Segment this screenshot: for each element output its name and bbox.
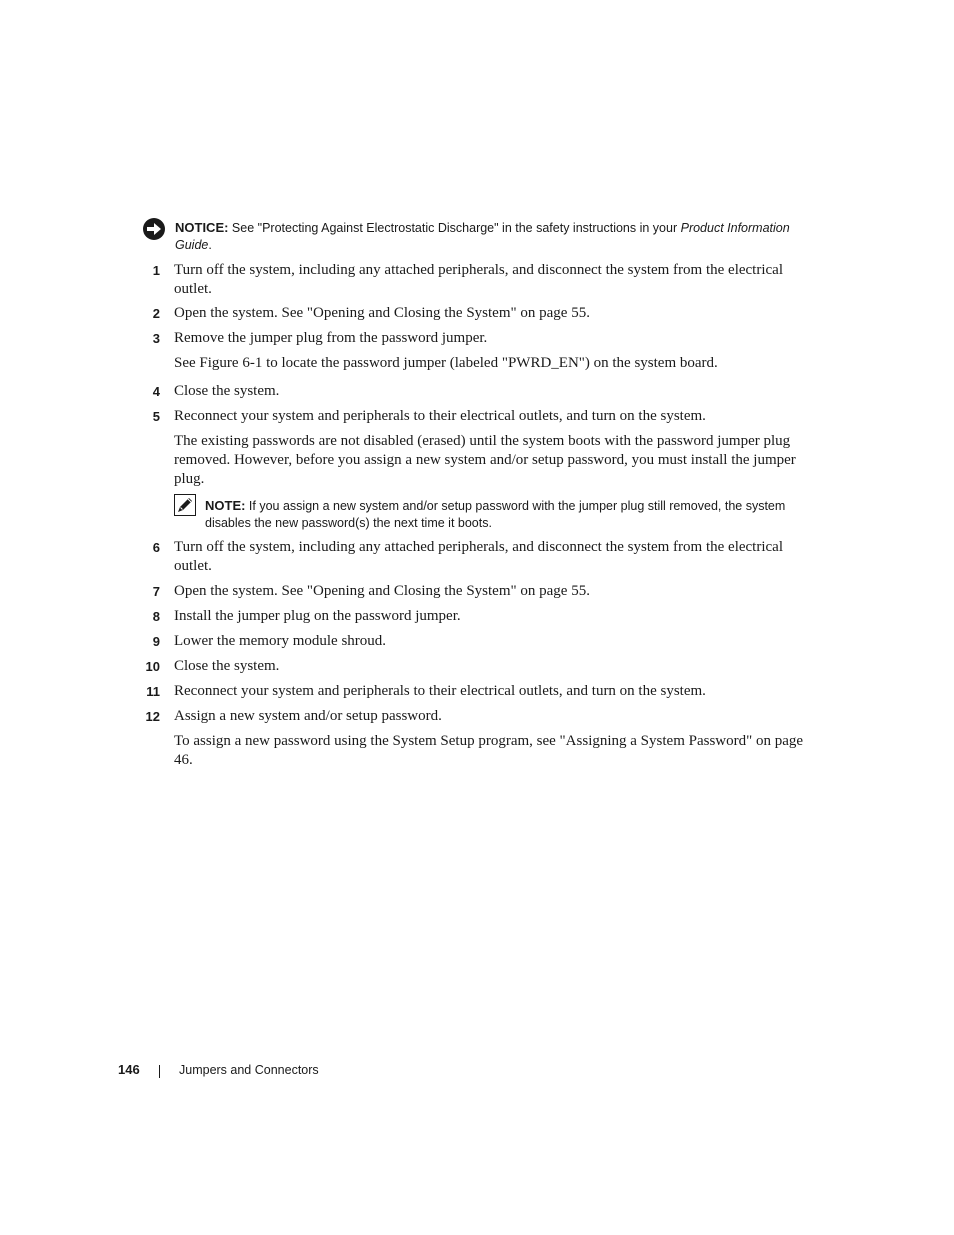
step-text-6: Turn off the system, including any attached peripherals, and disconnect the system from the electrical outlet. bbox=[174, 539, 783, 574]
step-number-11: 11 bbox=[146, 684, 160, 699]
footer-section-title: Jumpers and Connectors bbox=[179, 1063, 319, 1077]
step-5-detail: The existing passwords are not disabled (erased) until the system boots with the password jumper plug removed. However, before you assign a new system and/or setup password, you must install the jumper plug. bbox=[174, 433, 796, 487]
notice-text: NOTICE: See "Protecting Against Electrostatic Discharge" in the safety instructions in your Product Information Guide. bbox=[175, 220, 790, 252]
note-text bbox=[205, 497, 815, 532]
step-12-detail: To assign a new password using the System Setup program, see "Assigning a System Password" on page 46. bbox=[174, 733, 804, 768]
step-number-12: 12 bbox=[145, 709, 160, 724]
step-text-3: Remove the jumper plug from the password jumper. bbox=[174, 330, 488, 346]
step-number-8: 8 bbox=[152, 609, 160, 624]
step-number-2: 2 bbox=[152, 306, 160, 321]
footer-separator bbox=[159, 1065, 160, 1078]
page-number: 146 bbox=[118, 1062, 140, 1077]
step-text-5: Reconnect your system and peripherals to their electrical outlets, and turn on the system. bbox=[174, 408, 706, 424]
notice-label: NOTICE: bbox=[175, 220, 229, 235]
step-text-12: Assign a new system and/or setup password. bbox=[174, 708, 442, 724]
step-text-9: Lower the memory module shroud. bbox=[174, 633, 387, 649]
notice-emphasis: Product Information Guide bbox=[175, 221, 790, 252]
step-number-3: 3 bbox=[152, 331, 160, 346]
step-number-10: 10 bbox=[145, 659, 160, 674]
step-number-6: 6 bbox=[152, 540, 160, 555]
step-text-4: Close the system. bbox=[174, 383, 280, 399]
step-number-5: 5 bbox=[152, 409, 160, 424]
step-text-7: Open the system. See "Opening and Closing the System" on page 55. bbox=[174, 583, 590, 599]
step-3-detail: See Figure 6-1 to locate the password jumper (labeled "PWRD_EN") on the system board. bbox=[174, 355, 718, 371]
step-number-9: 9 bbox=[152, 634, 160, 649]
note-label: NOTE: bbox=[205, 498, 246, 513]
step-text-10: Close the system. bbox=[174, 658, 280, 674]
note-pencil-icon bbox=[174, 494, 196, 516]
step-text-2: Open the system. See "Opening and Closing the System" on page 55. bbox=[174, 305, 590, 321]
step-number-7: 7 bbox=[152, 584, 160, 599]
step-text-8: Install the jumper plug on the password jumper. bbox=[174, 608, 461, 624]
step-number-4: 4 bbox=[152, 384, 160, 399]
step-text-1: Turn off the system, including any attached peripherals, and disconnect the system from the electrical outlet. bbox=[174, 262, 783, 297]
notice-body: See "Protecting Against Electrostatic Discharge" in the safety instructions in your bbox=[228, 221, 681, 235]
note-body: If you assign a new system and/or setup password with the jumper plug still removed, the system disables the new password(s) the next time it boots. bbox=[205, 499, 786, 530]
step-text-11: Reconnect your system and peripherals to their electrical outlets, and turn on the system. bbox=[174, 683, 706, 699]
step-number-1: 1 bbox=[152, 263, 160, 278]
notice-arrow-icon bbox=[142, 217, 166, 241]
